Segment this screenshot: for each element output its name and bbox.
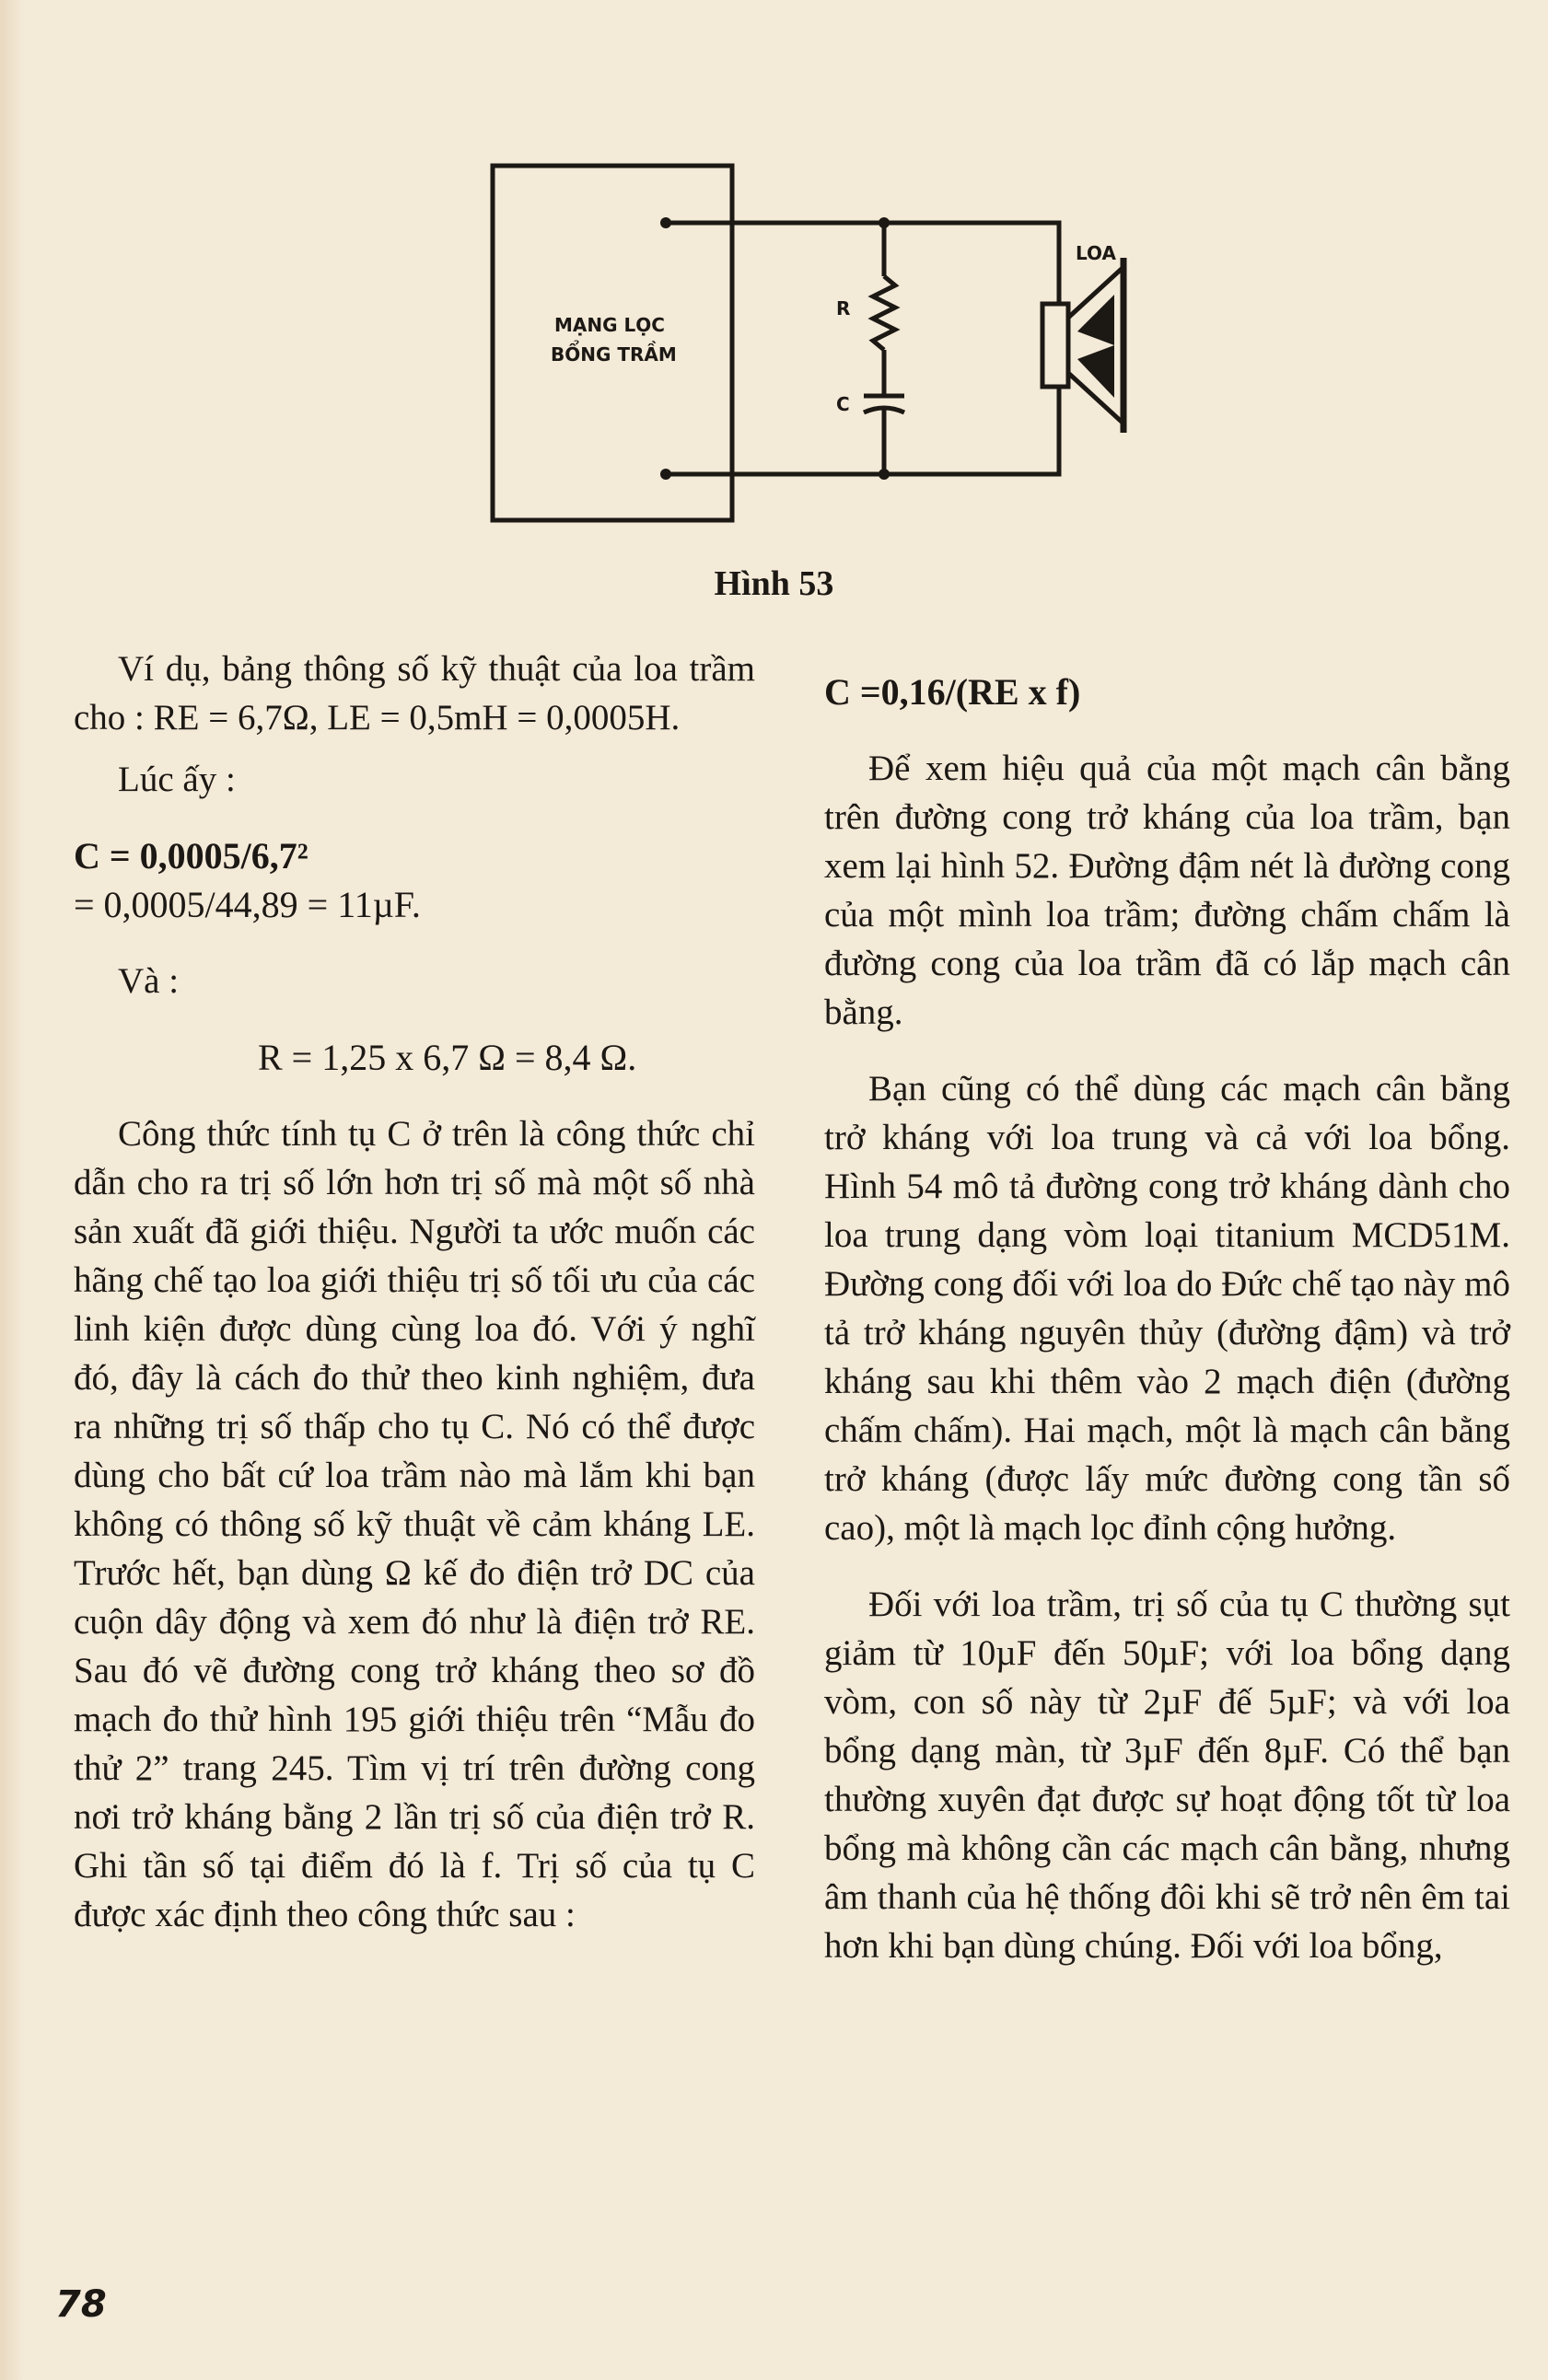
- bottom-wire: [668, 387, 1059, 474]
- formula-c1: C = 0,0005/6,7²: [74, 835, 308, 877]
- paragraph-effect: Để xem hiệu quả của một mạch cân bằng trên đường cong trở kháng của loa trầm, bạn xem lại hình 52. Đường đậm nét là đường cong của một mình loa trầm; đường chấm chấm là đường cong của loa trầm đã có lắp mạch cân bằng.: [824, 749, 1510, 1032]
- left-column: [74, 644, 755, 1939]
- paragraph-midrange: Bạn cũng có thể dùng các mạch cân bằng trở kháng với loa trung và cả với loa bổng. Hình 54 mô tả đường cong trở kháng dành cho loa trung dạng vòm loại titanium MCD51M. Đường cong đối với loa do Đức chế tạo này mô tả trở kháng nguyên thủy (đường đậm) và trở kháng sau khi thêm vào 2 mạch điện (đường chấm chấm). Hai mạch, một là mạch cân bằng trở kháng (được lấy mức đường cong tần số cao), một là mạch lọc đỉnh cộng hưởng.: [824, 1069, 1510, 1548]
- circuit-diagram: [479, 157, 1160, 543]
- resistor-symbol: [873, 276, 895, 350]
- box-label-line2: BỔNG TRẦM: [551, 343, 677, 366]
- figure-53-schematic: [479, 157, 1160, 543]
- capacitor-label: C: [836, 393, 850, 415]
- top-wire: [668, 223, 1059, 304]
- right-column: [824, 668, 1510, 1970]
- paragraph-capacitor-values: Đối với loa trầm, trị số của tụ C thường sụt giảm từ 10µF đến 50µF; với loa bổng dạng vòm, con số này từ 2µF đế 5µF; và với loa bổng dạng màn, từ 3µF đến 8µF. Có thể bạn thường xuyên đạt được sự hoạt động tốt từ loa bổng mà không cần các mạch cân bằng, nhưng âm thanh của hệ thống đôi khi sẽ trở nên êm tai hơn khi bạn dùng chúng. Đối với loa bổng,: [824, 1585, 1510, 1966]
- paragraph-example: Ví dụ, bảng thông số kỹ thuật của loa trầm cho : RE = 6,7Ω, LE = 0,5mH = 0,0005H.: [74, 649, 755, 737]
- formula-c-final: C =0,16/(RE x f): [824, 671, 1081, 713]
- paragraph-va: Và :: [118, 961, 180, 1001]
- formula-c2: = 0,0005/44,89 = 11µF.: [74, 884, 421, 925]
- paragraph-luc-ay: Lúc ấy :: [118, 760, 236, 799]
- page-number: 78: [55, 2283, 107, 2326]
- box-label-line1: MẠNG LỌC: [554, 314, 665, 336]
- speaker-cone: [1068, 267, 1123, 424]
- paragraph-formula-explanation: Công thức tính tụ C ở trên là công thức chỉ dẫn cho ra trị số lớn hơn trị số mà một số nhà sản xuất đã giới thiệu. Người ta ước muốn các hãng chế tạo loa giới thiệu trị số tối ưu của các linh kiện được dùng cùng loa đó. Với ý nghĩ đó, đây là cách đo thử theo kinh nghiệm, đưa ra những trị số thấp cho tụ C. Nó có thể được dùng cho bất cứ loa trầm nào mà lắm khi bạn không có thông số kỹ thuật về cảm kháng LE. Trước hết, bạn dùng Ω kế đo điện trở DC của cuộn dây động và xem đó như là điện trở RE. Sau đó vẽ đường cong trở kháng theo sơ đồ mạch đo thử hình 195 giới thiệu trên “Mẫu đo thử 2” trang 245. Tìm vị trí trên đường cong nơi trở kháng bằng 2 lần trị số của điện trở R. Ghi tần số tại điểm đó là f. Trị số của tụ C được xác định theo công thức sau :: [74, 1114, 755, 1934]
- resistor-label: R: [836, 297, 851, 319]
- speaker-label: LOA: [1076, 242, 1116, 264]
- page-edge: [0, 0, 24, 2380]
- formula-r: R = 1,25 x 6,7 Ω = 8,4 Ω.: [258, 1037, 637, 1078]
- speaker-magnet: [1042, 304, 1068, 387]
- figure-caption: Hình 53: [714, 564, 834, 603]
